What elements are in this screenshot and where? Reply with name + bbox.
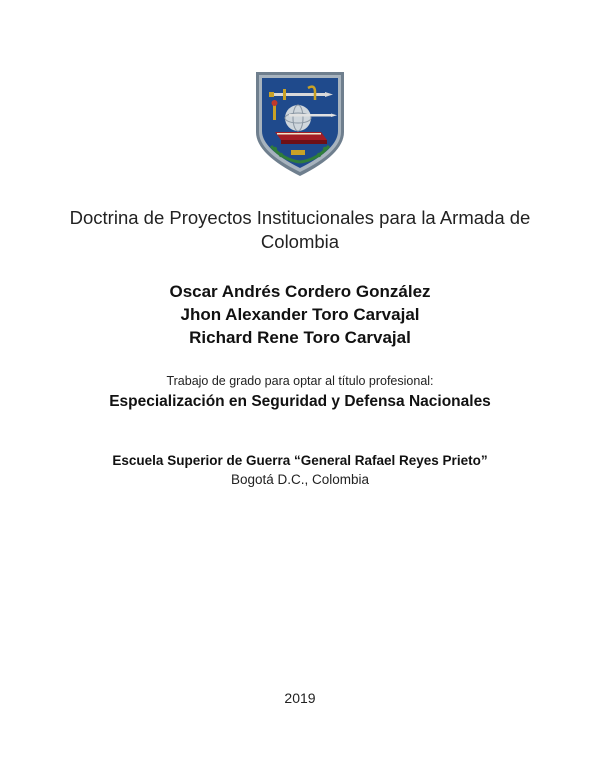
school-name: Escuela Superior de Guerra “General Rafael Reyes Prieto” [112,453,488,468]
author-3: Richard Rene Toro Carvajal [189,328,411,347]
city: Bogotá D.C., Colombia [230,472,370,487]
year: 2019 [284,690,316,706]
degree-intro: Trabajo de grado para optar al título profesional: [166,374,434,388]
author-2: Jhon Alexander Toro Carvajal [180,305,420,324]
author-1: Oscar Andrés Cordero González [169,282,431,301]
document-title: Doctrina de Proyectos Institucionales para la Armada de Colombia [69,207,531,252]
degree-name: Especialización en Seguridad y Defensa Nacionales [109,393,491,410]
authors-block [60,280,540,349]
crest-icon [253,70,347,178]
